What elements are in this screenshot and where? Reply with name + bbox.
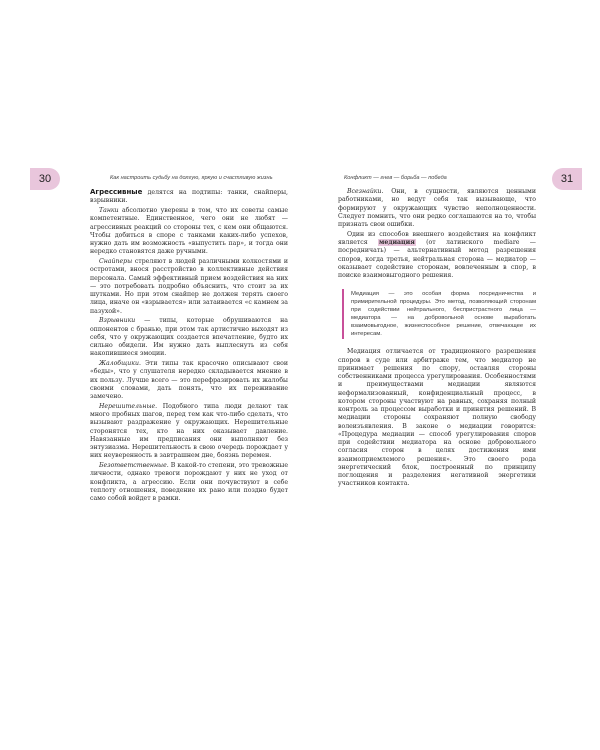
paragraph [90, 360, 288, 401]
highlighted-term: медиация [379, 239, 415, 246]
paragraph [90, 188, 288, 206]
paragraph-text: Один из способов внешнего воздействия на конфликт является [338, 230, 536, 246]
paragraph-text: делятся на подтипы: танки, снайперы, взрывники. [90, 189, 288, 205]
term: Взрывники [99, 317, 136, 325]
paragraph [90, 403, 288, 461]
term: Всезнайки. [347, 188, 384, 195]
paragraph: Медиация отличается от традиционного разрешения споров в суде или арбитраже тем, что медиатор не принимает решения по спору, оставляя стороны собственниками процесса урегулирования. Особенностями и преимуществами медиации являются неформализованный, конфиденциальный процесс, в котором стороны участвуют на равных, сохраняя полный контроль за процессом выработки и принятия решений. В медиации стороны сохраняют полную свободу волеизъявления. В законе о медиации говорится: «Процедура медиации — способ урегулирования споров при содействии медиатора на основе добровольного согласия сторон в целях достижения ими взаимоприемлемого решения». Это своего рода энергетический блок, построенный по принципу поглощения и разделения негативной энергетики участников контакта. [338, 348, 536, 488]
paragraph-text: Подобного типа люди делают так много пробных шагов, перед тем как что-либо сделать, что вызывают раздражение у окружающих. Нерешительные сторонятся тех, кто на них оказывает давление. Навязанные им предписания они выполняют без энтузиазма. Нерешительность в свою очередь порождает у них неуверенность в завтрашнем дне, боязнь перемен. [90, 402, 288, 460]
term: Жалобщики. [99, 360, 141, 367]
section-lead: Агрессивные [90, 188, 143, 196]
term: Нерешительные. [99, 402, 158, 410]
term: Безответственные. [99, 462, 169, 469]
left-page-body [90, 188, 288, 503]
paragraph-text: В какой-то степени, это тревожные личности, однако тревоги порождают у них не уход от конфликта, а агрессию. Если они почувствуют в себе теплоту отношения, поведение их рано или поздно будет само собой войдет в рамки. [90, 462, 288, 502]
term: Танки [99, 207, 119, 214]
paragraph [90, 207, 288, 257]
right-page-body [338, 188, 536, 489]
paragraph-text: абсолютно уверены в том, что их советы самые компетентные. Единственное, чего они не любят — агрессивных реакций со стороны тех, с кем они общаются. Чтобы добиться в споре с танками каких-либо успехов, нужно дать им возможность «выпустить пар», и тогда они нередко становятся даже ручными. [90, 207, 288, 256]
paragraph [338, 231, 536, 281]
definition-callout: Медиация — это особая форма посредничества и примирительной процедуры. Это метод, позволяющий сторонам при содействии нейтрального, беспристрастного лица — медиатора — на добровольной основе выработать взаимовыгодное, жизнеспособное решение, отвечающее их интересам. [342, 289, 536, 339]
paragraph-text: Эти типы так красочно описывают свои «беды», что у слушателя нередко складывается мнение в их пользу. Лучше всего — это перефразировать их жалобы своими словами, дать понять, что их переживание замечено. [90, 360, 288, 400]
page-number-right: 31 [552, 168, 582, 190]
term: Снайперы [99, 258, 133, 265]
paragraph [90, 317, 288, 358]
paragraph-text: — типы, которые обрушиваются на оппонентов с бранью, при этом так артистично выходят из себя, что у окружающих создается впечатление, будто их сильно обидели. Им нужно дать выплеснуть из себя накопившиеся эмоции. [90, 317, 288, 358]
paragraph [90, 462, 288, 503]
paragraph-text: (от латинского mediare — посредничать) — альтернативный метод разрешения споров, когда третья, нейтральная сторона — медиатор — оказывает содействие сторонам, вовлеченным в спор, в поиске взаимовыгодного решения. [338, 239, 536, 279]
running-head-left: Как настроить судьбу на долгую, яркую и счастливую жизнь [110, 175, 273, 181]
paragraph-text: стреляют в людей различными колкостями и остротами, внося расстройство в коллективные действия персонала. Самый эффективный прием воздействия на них — это потребовать подробно объяснить, что стоит за их шутками. Но при этом снайпер не должен терять своего лица, иначе он «взрывается» или затаивается «с камнем за пазухой». [90, 258, 288, 315]
paragraph [338, 188, 536, 229]
page-number-left: 30 [30, 168, 60, 190]
paragraph [90, 258, 288, 316]
paragraph-text: Они, в сущности, являются ценными работниками, но ведут себя так вызывающе, что формируют у окружающих чувство неполноценности. Следует помнить, что они редко соглашаются на то, чтобы признать свои ошибки. [338, 188, 536, 228]
running-head-right: Конфликт — гнев — борьба — победа [344, 175, 447, 181]
